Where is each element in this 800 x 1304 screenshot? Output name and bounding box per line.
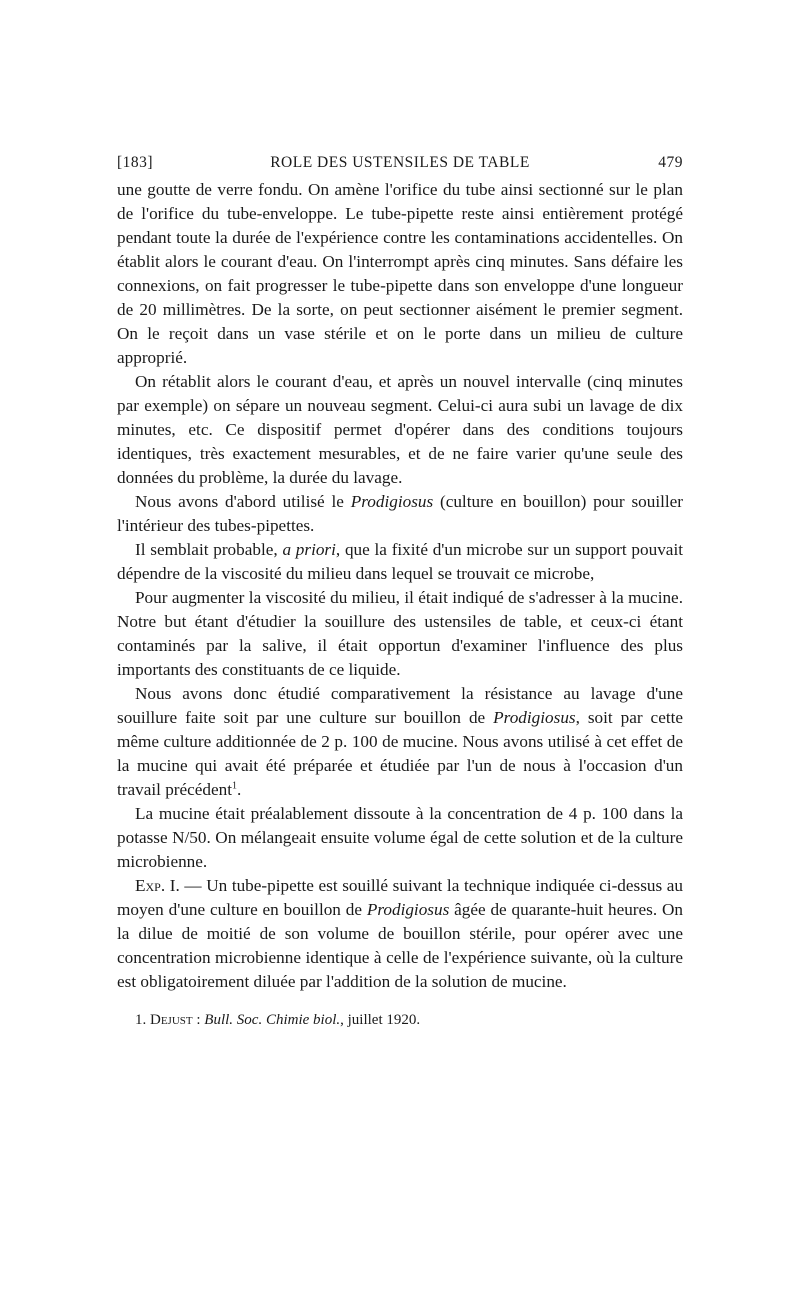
page-number: 479 — [658, 154, 683, 171]
paragraph-7: La mucine était préalablement dissoute à la concentration de 4 p. 100 dans la potasse N/50. On mélangeait ensuite volume égal de cette solution et de la culture microbienne. — [117, 804, 683, 871]
paragraph-4 — [117, 538, 683, 586]
footnote-date: , juillet 1920. — [340, 1012, 421, 1028]
paragraph-3 — [117, 490, 683, 538]
footnote-number: 1. — [135, 1012, 147, 1028]
experiment-text-a: — Un tube-pipette est souillé suivant la technique indiquée ci-dessus au moyen d'une culture en bouillon de — [117, 876, 684, 919]
experiment-label: Exp. I. — [135, 876, 180, 895]
paragraph-5: Pour augmenter la viscosité du milieu, il était indiqué de s'adresser à la mucine. Notre but étant d'étudier la souillure des ustensiles de table, et ceux-ci étant contaminés par la salive, il était opportun d'examiner l'influence des plus importants des constituants de ce liquide. — [117, 588, 683, 679]
paragraph-1: une goutte de verre fondu. On amène l'orifice du tube ainsi sectionné sur le plan de l'orifice du tube-enveloppe. Le tube-pipette reste ainsi entièrement protégé pendant toute la durée de l'expérience contre les contaminations accidentelles. On établit alors le courant d'eau. On l'interrompt après cinq minutes. Sans défaire les connexions, on fait progresser le tube-pipette dans son enveloppe d'une longueur de 20 millimètres. De la sorte, on peut sectionner aisément le premier segment. On le reçoit dans un vase stérile et on le porte dans un milieu de culture approprié. — [117, 180, 683, 367]
body-text — [117, 178, 683, 1030]
footnote — [117, 1010, 683, 1030]
footnote-journal: Bull. Soc. Chimie biol. — [204, 1012, 341, 1028]
paragraph-4-text-b: , que la fixité d'un microbe sur un support pouvait dépendre de la viscosité du milieu dans lequel se trouvait ce microbe, — [117, 540, 683, 583]
paragraph-4-text-a: Il semblait probable, — [135, 540, 283, 559]
page — [117, 148, 683, 1030]
footnote-separator: : — [192, 1012, 205, 1028]
paragraph-3-organism: Prodigiosus — [350, 492, 434, 511]
paragraph-6-text-a: Nous avons donc étudié comparativement la résistance au lavage d'une souillure faite soit par une culture sur bouillon de — [117, 684, 683, 727]
experiment-organism: Prodigiosus — [366, 900, 450, 919]
running-title: ROLE DES USTENSILES DE TABLE — [270, 154, 530, 171]
experiment-paragraph — [117, 874, 683, 994]
experiment-text-b: âgée de quarante-huit heures. On la dilue de moitié de son volume de bouillon stérile, pour opérer avec une concentration microbienne identique à celle de l'expérience suivante, où la culture est obligatoirement diluée par l'addition de la solution de mucine. — [117, 900, 683, 991]
paragraph-6 — [117, 682, 683, 802]
footnote-marker: 1 — [232, 780, 237, 792]
paragraph-3-text-b: (culture en bouillon) pour souiller l'intérieur des tubes-pipettes. — [117, 492, 683, 535]
paragraph-6-organism: Prodigiosus — [493, 708, 576, 727]
page-section-number: [183] — [117, 154, 154, 171]
footnote-author: Dejust — [150, 1012, 193, 1028]
paragraph-6-text-b: , soit par cette même culture additionnée de 2 p. 100 de mucine. Nous avons utilisé à cet effet de la mucine qui avait été préparée et étudiée par l'un de nous à l'occasion d'un travail précédent — [117, 708, 683, 799]
paragraph-6-text-c: . — [237, 780, 242, 799]
paragraph-3-text-a: Nous avons d'abord utilisé le — [135, 492, 351, 511]
paragraph-4-latin-phrase: a priori — [282, 540, 336, 559]
paragraph-2: On rétablit alors le courant d'eau, et après un nouvel intervalle (cinq minutes par exemple) on sépare un nouveau segment. Celui-ci aura subi un lavage de dix minutes, etc. Ce dispositif permet d'opérer dans des conditions toujours identiques, très exactement mesurables, et de ne faire varier qu'une seule des données du problème, la durée du lavage. — [117, 372, 683, 487]
running-head — [117, 148, 683, 178]
